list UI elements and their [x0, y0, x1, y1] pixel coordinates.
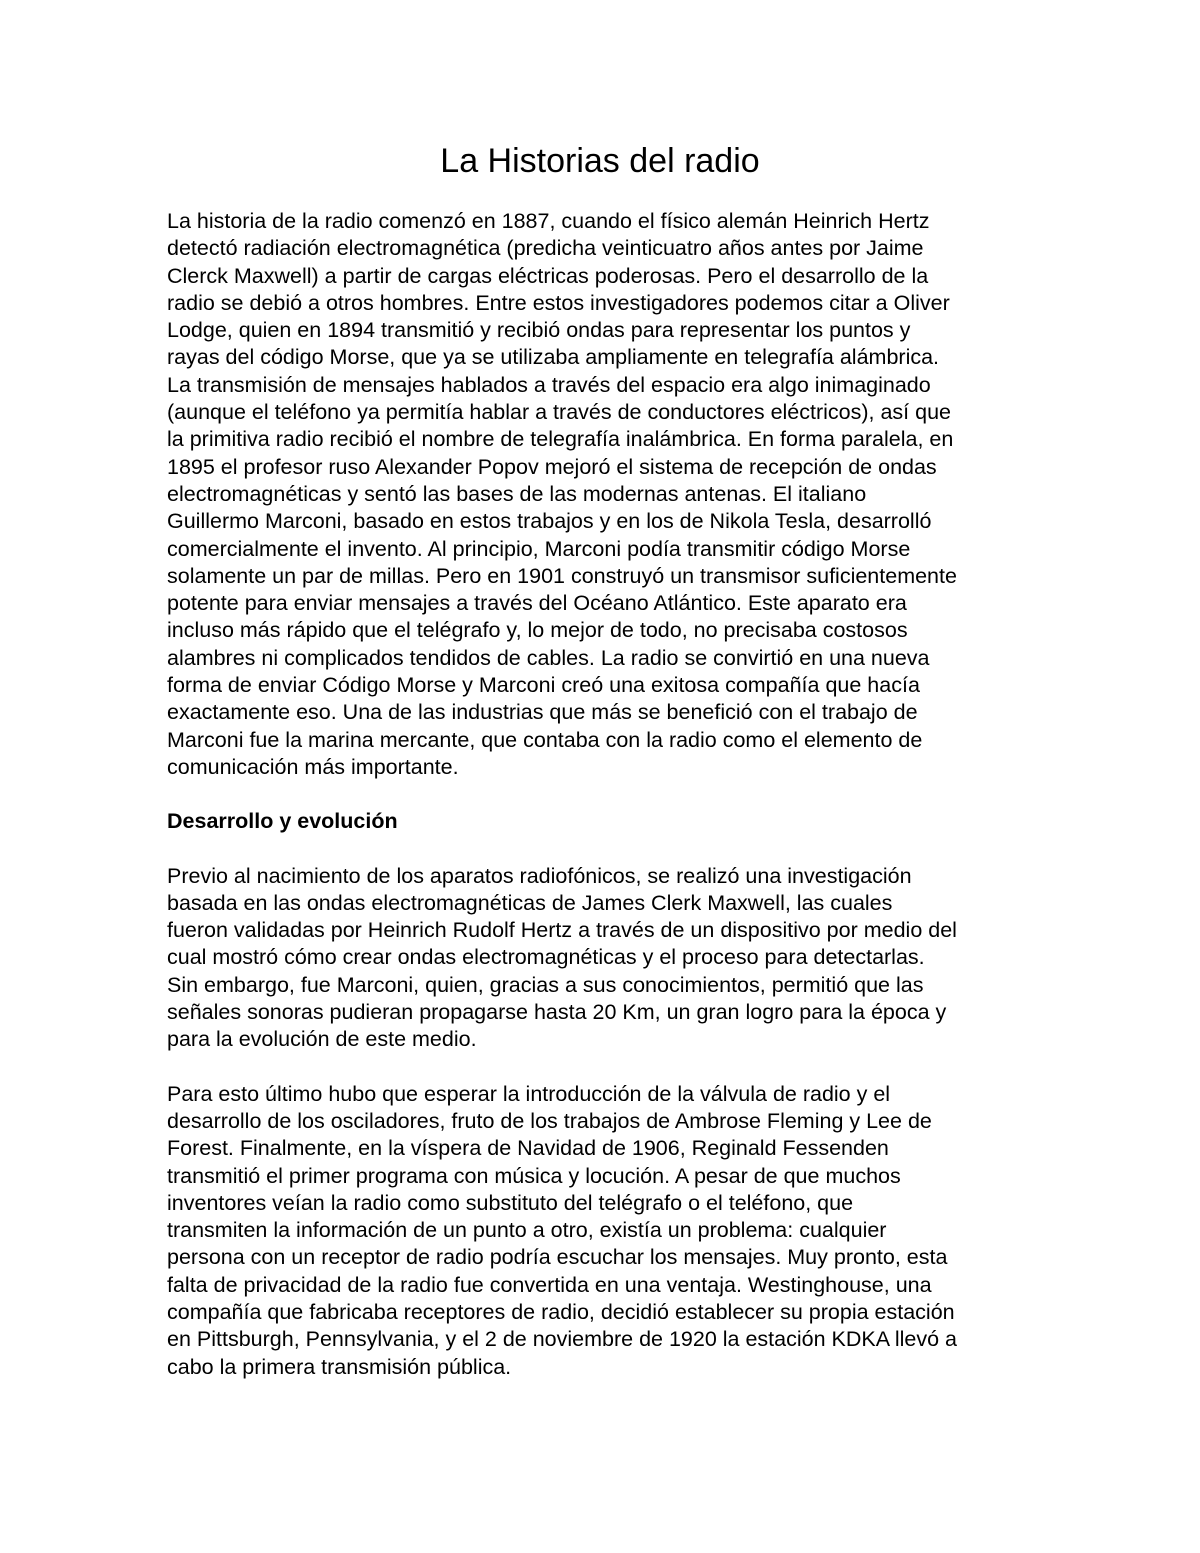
paragraph-history-intro: La historia de la radio comenzó en 1887, cuando el físico alemán Heinrich Hertz detectó radiación electromagnética (predicha veinticuatro años antes por Jaime Clerck Maxwell) a partir de cargas eléctricas poderosas. Pero el desarrollo de la radio se debió a otros hombres. Entre estos investigadores podemos citar a Oliver Lodge, quien en 1894 transmitió y recibió ondas para representar los puntos y rayas del código Morse, que ya se utilizaba ampliamente en telegrafía alámbrica. La transmisión de mensajes hablados a través del espacio era algo inimaginado (aunque el teléfono ya permitía hablar a través de conductores eléctricos), así que la primitiva radio recibió el nombre de telegrafía inalámbrica. En forma paralela, en 1895 el profesor ruso Alexander Popov mejoró el sistema de recepción de ondas electromagnéticas y sentó las bases de las modernas antenas. El italiano Guillermo Marconi, basado en estos trabajos y en los de Nikola Tesla, desarrolló comercialmente el invento. Al principio, Marconi podía transmitir código Morse solamente un par de millas. Pero en 1901 construyó un transmisor suficientemente potente para enviar mensajes a través del Océano Atlántico. Este aparato era incluso más rápido que el telégrafo y, lo mejor de todo, no precisaba costosos alambres ni complicados tendidos de cables. La radio se convirtió en una nueva forma de enviar Código Morse y Marconi creó una exitosa compañía que hacía exactamente eso. Una de las industrias que más se benefició con el trabajo de Marconi fue la marina mercante, que contaba con la radio como el elemento de comunicación más importante. — [167, 209, 957, 779]
document-body — [167, 208, 1037, 1381]
section-heading-development: Desarrollo y evolución — [167, 809, 398, 834]
paragraph-development: Previo al nacimiento de los aparatos radiofónicos, se realizó una investigación basada en las ondas electromagnéticas de James Clerk Maxwell, las cuales fueron validadas por Heinrich Rudolf Hertz a través de un dispositivo por medio del cual mostró cómo crear ondas electromagnéticas y el proceso para detectarlas. Sin embargo, fue Marconi, quien, gracias a sus conocimientos, permitió que las señales sonoras pudieran propagarse hasta 20 Km, un gran logro para la época y para la evolución de este medio. — [167, 863, 957, 1052]
paragraph-first-broadcast: Para esto último hubo que esperar la introducción de la válvula de radio y el desarrollo de los osciladores, fruto de los trabajos de Ambrose Fleming y Lee de Forest. Finalmente, en la víspera de Navidad de 1906, Reginald Fessenden transmitió el primer programa con música y locución. A pesar de que muchos inventores veían la radio como substituto del telégrafo o el teléfono, que transmiten la información de un punto a otro, existía un problema: cualquier persona con un receptor de radio podría escuchar los mensajes. Muy pronto, esta falta de privacidad de la radio fue convertida en una ventaja. Westinghouse, una compañía que fabricaba receptores de radio, decidió establecer su propia estación en Pittsburgh, Pennsylvania, y el 2 de noviembre de 1920 la estación KDKA llevó a cabo la primera transmisión pública. — [167, 1081, 958, 1379]
document-title: La Historias del radio — [440, 142, 760, 180]
